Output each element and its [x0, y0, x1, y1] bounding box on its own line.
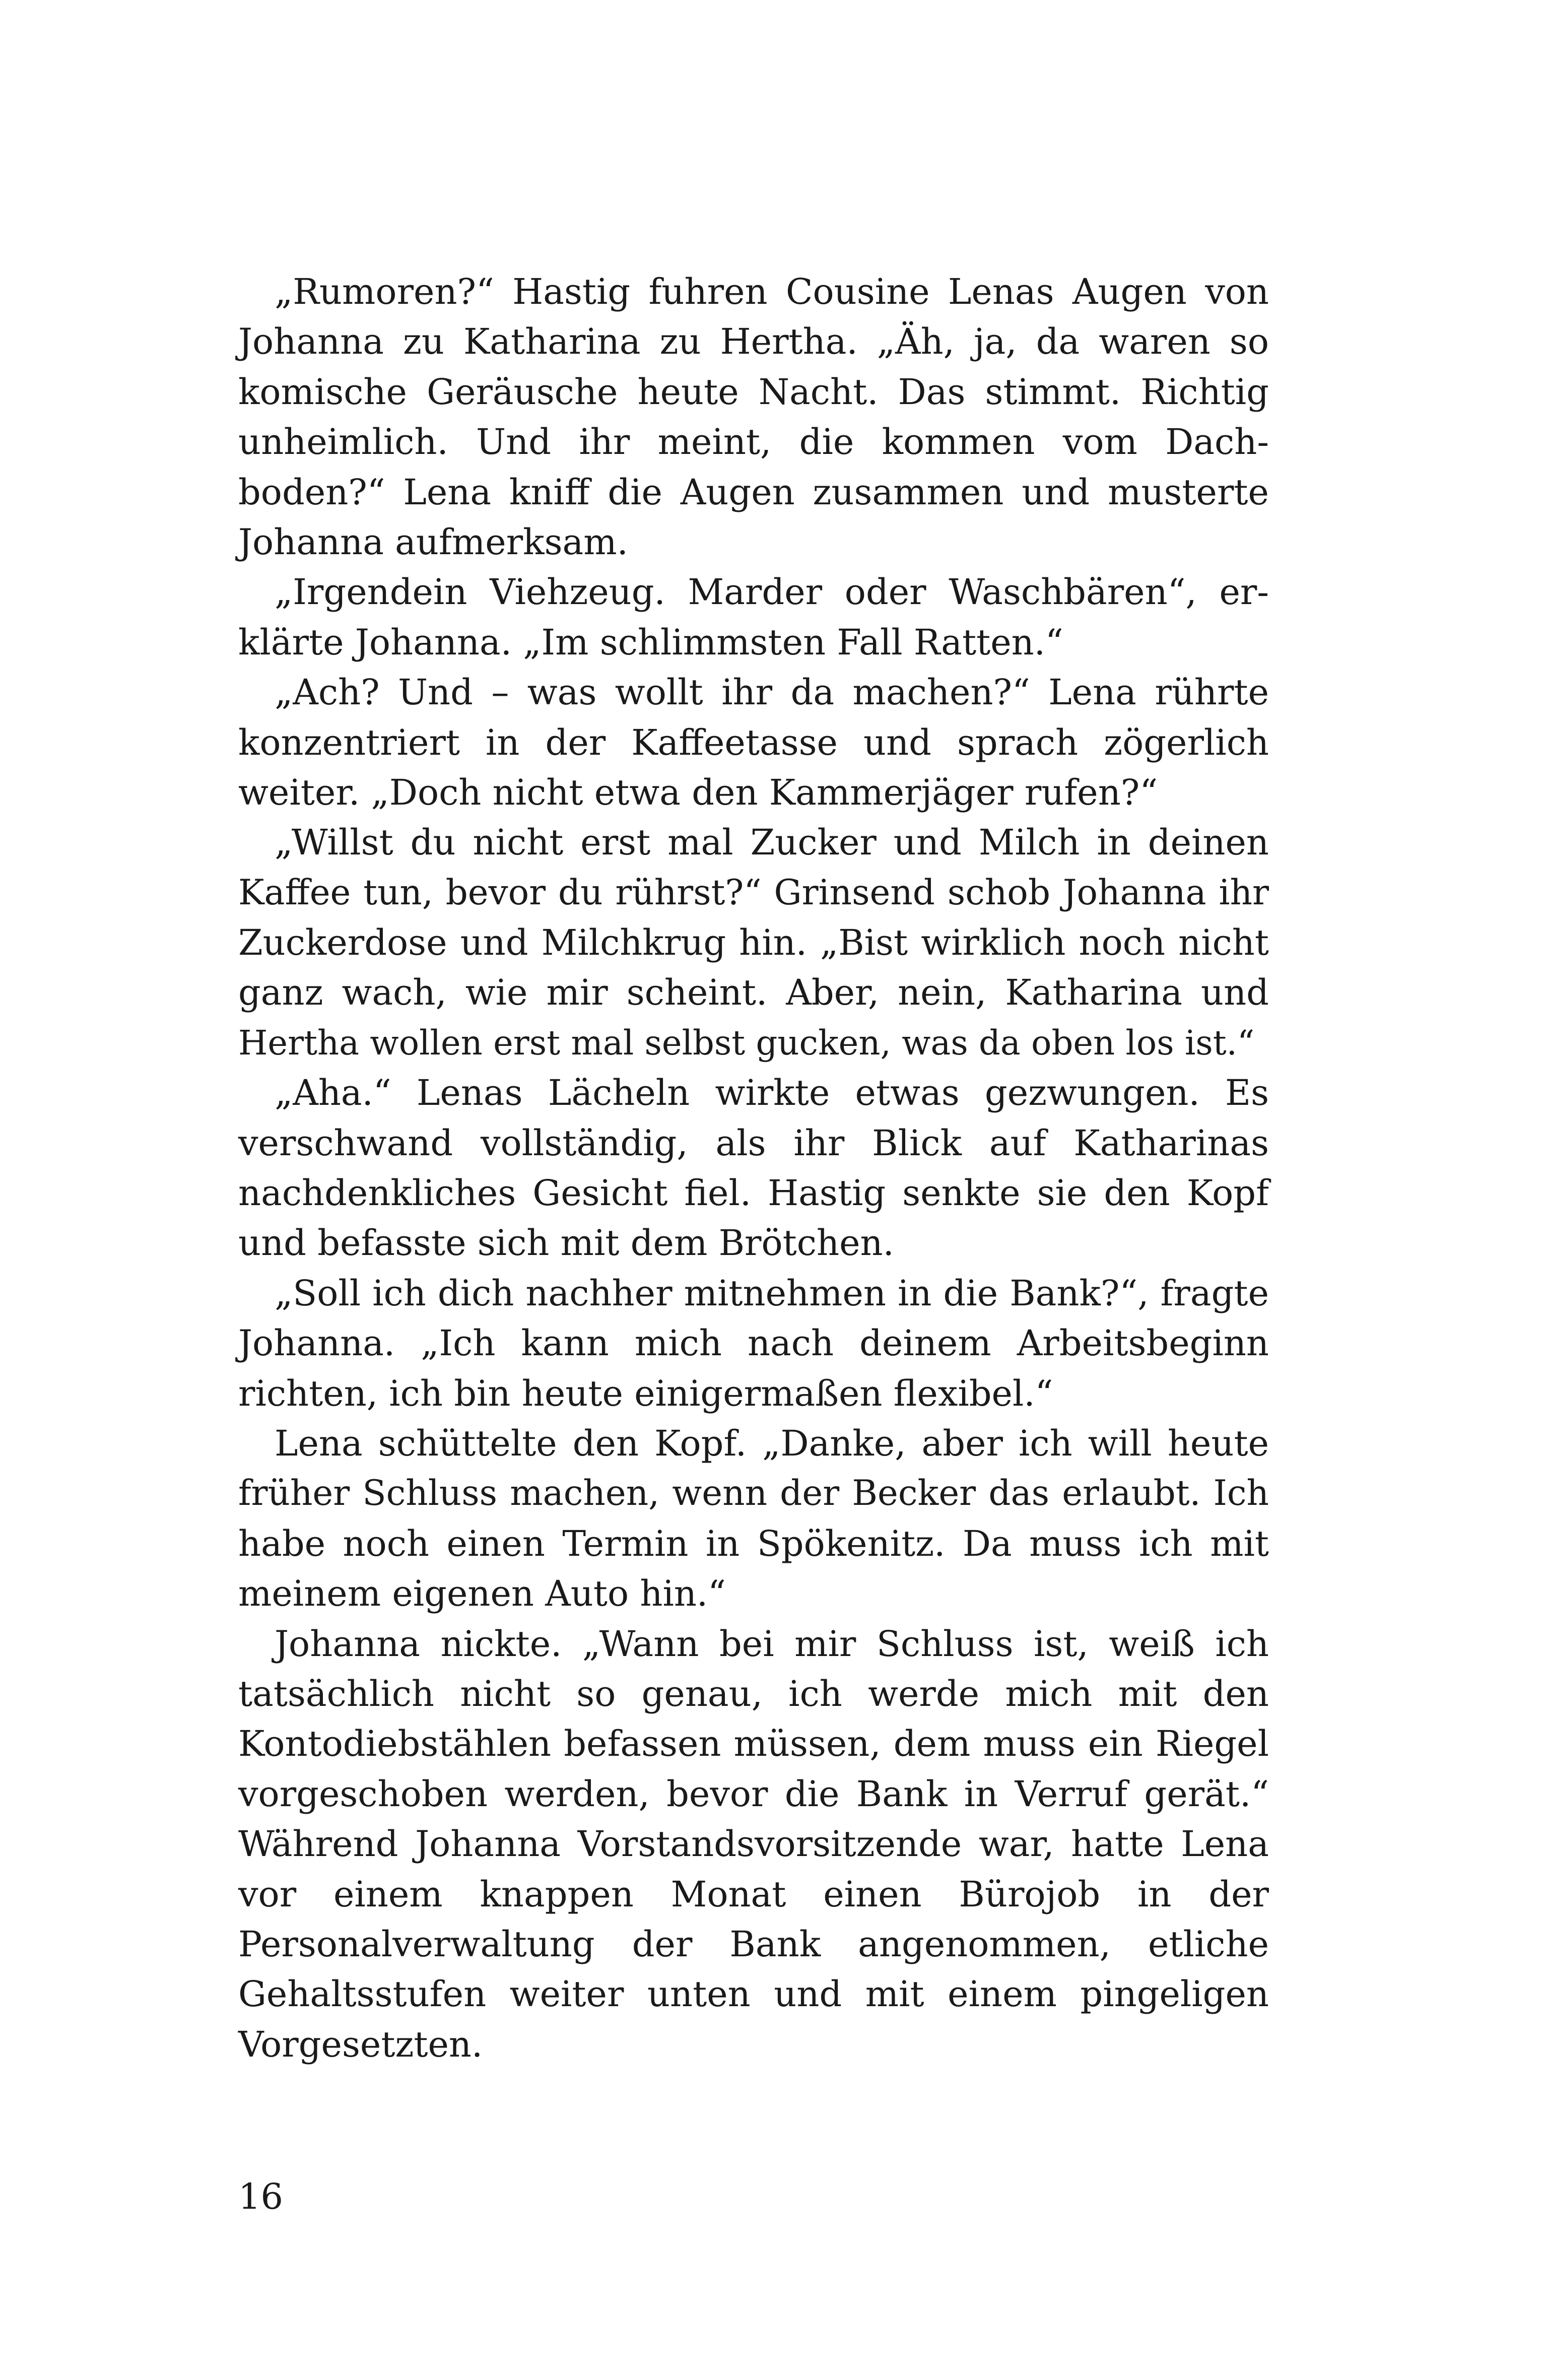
text-line: und befasste sich mit dem Brötchen. — [238, 1222, 894, 1264]
text-line: „Aha.“ Lenas Lächeln wirkte etwas gezwungen. Es — [275, 1072, 1269, 1114]
text-line: „Irgendein Viehzeug. Marder oder Waschbären“, er- — [275, 571, 1269, 613]
text-line: komische Geräusche heute Nacht. Das stimmt. Richtig — [238, 371, 1269, 413]
text-line: „Ach? Und – was wollt ihr da machen?“ Lena rührte — [275, 672, 1269, 713]
text-line: weiter. „Doch nicht etwa den Kammerjäger rufen?“ — [238, 771, 1158, 813]
text-line: tatsächlich nicht so genau, ich werde mich mit den — [238, 1673, 1269, 1714]
text-line: Johanna zu Katharina zu Hertha. „Äh, ja, da waren so — [238, 321, 1269, 363]
text-line: unheimlich. Und ihr meint, die kommen vom Dach- — [238, 421, 1269, 463]
text-line: boden?“ Lena kniff die Augen zusammen und musterte — [238, 471, 1269, 513]
text-line: habe noch einen Termin in Spökenitz. Da muss ich mit — [238, 1523, 1269, 1564]
text-line: Johanna. „Ich kann mich nach deinem Arbeitsbeginn — [238, 1323, 1269, 1364]
text-line: Lena schüttelte den Kopf. „Danke, aber ich will heute — [275, 1422, 1269, 1464]
text-line: verschwand vollständig, als ihr Blick auf Katharinas — [238, 1122, 1269, 1164]
text-line: Vorgesetzten. — [238, 2023, 483, 2065]
text-line: richten, ich bin heute einigermaßen flexibel.“ — [238, 1372, 1053, 1414]
text-line: nachdenkliches Gesicht fiel. Hastig senkte sie den Kopf — [238, 1172, 1269, 1214]
text-line: Kaffee tun, bevor du rührst?“ Grinsend schob Johanna ihr — [238, 872, 1269, 913]
text-line: „Willst du nicht erst mal Zucker und Milch in deinen — [275, 822, 1269, 864]
text-line: Zuckerdose und Milchkrug hin. „Bist wirklich noch nicht — [238, 922, 1269, 964]
text-line: vor einem knappen Monat einen Bürojob in der — [238, 1873, 1269, 1915]
page-number: 16 — [238, 2176, 284, 2217]
body-text — [238, 267, 1269, 2070]
text-line: klärte Johanna. „Im schlimmsten Fall Ratten.“ — [238, 621, 1063, 663]
text-line: Kontodiebstählen befassen müssen, dem muss ein Riegel — [238, 1723, 1269, 1765]
text-line: Johanna aufmerksam. — [238, 521, 628, 563]
text-line: meinem eigenen Auto hin.“ — [238, 1573, 726, 1615]
text-line: früher Schluss machen, wenn der Becker das erlaubt. Ich — [238, 1473, 1269, 1514]
text-line: „Rumoren?“ Hastig fuhren Cousine Lenas Augen von — [275, 271, 1269, 312]
text-line: Personalverwaltung der Bank angenommen, etliche — [238, 1923, 1269, 1965]
text-line: Gehaltsstufen weiter unten und mit einem pingeligen — [238, 1973, 1269, 2015]
text-line: Johanna nickte. „Wann bei mir Schluss ist, weiß ich — [275, 1623, 1269, 1665]
text-line: konzentriert in der Kaffeetasse und sprach zögerlich — [238, 721, 1269, 763]
text-line: Während Johanna Vorstandsvorsitzende war, hatte Lena — [238, 1823, 1269, 1865]
text-line: Hertha wollen erst mal selbst gucken, was da oben los ist.“ — [238, 1023, 1255, 1063]
text-line: vorgeschoben werden, bevor die Bank in Verruf gerät.“ — [238, 1773, 1269, 1815]
text-line: ganz wach, wie mir scheint. Aber, nein, Katharina und — [238, 972, 1269, 1014]
text-line: „Soll ich dich nachher mitnehmen in die Bank?“, fragte — [275, 1272, 1269, 1314]
